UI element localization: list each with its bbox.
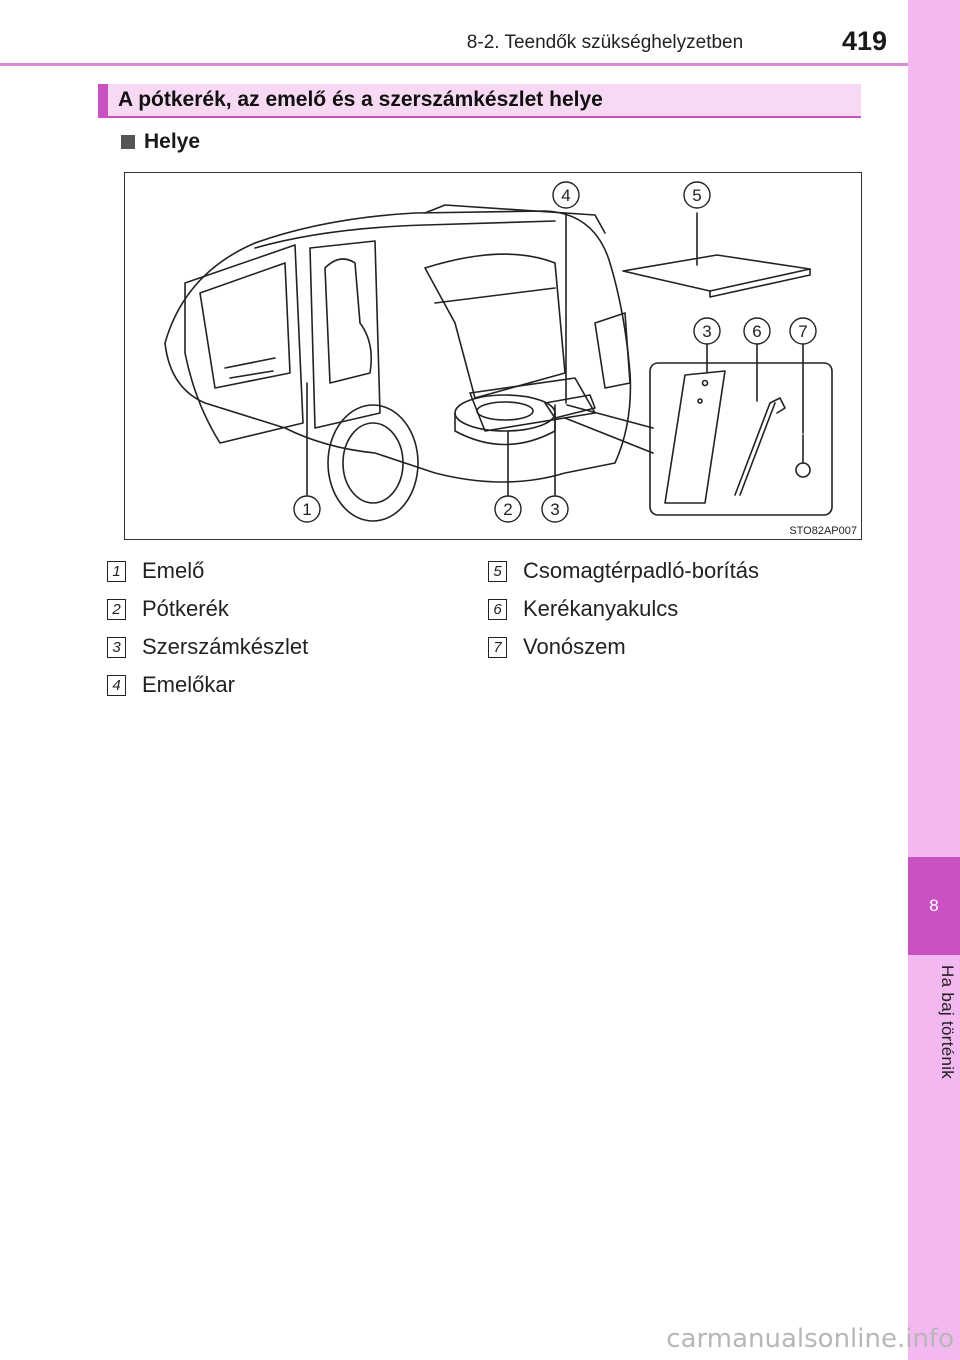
page-number: 419	[842, 26, 888, 56]
callout-6: 6	[752, 322, 762, 341]
topic-banner	[98, 84, 861, 118]
legend-label: Vonószem	[523, 634, 626, 659]
legend-number: 6	[488, 599, 507, 620]
legend-item	[488, 594, 678, 624]
chapter-number: 8	[929, 896, 939, 915]
legend-label: Szerszámkészlet	[142, 634, 309, 659]
callout-2: 2	[503, 500, 513, 519]
chapter-tab[interactable]	[908, 857, 960, 955]
legend-number: 3	[107, 637, 126, 658]
callout-3-bottom: 3	[550, 500, 560, 519]
floor-cover	[623, 255, 810, 291]
legend-item	[107, 632, 308, 662]
watermark: carmanualsonline.info	[666, 1324, 954, 1354]
legend-label: Kerékanyakulcs	[523, 596, 679, 621]
section-title: 8-2. Teendők szükséghelyzetben	[466, 32, 744, 53]
legend-label: Pótkerék	[142, 596, 229, 621]
callout-7: 7	[798, 322, 808, 341]
callout-3-inset: 3	[702, 322, 712, 341]
subheading	[121, 130, 200, 154]
callout-5: 5	[692, 186, 702, 205]
legend-item	[107, 556, 204, 586]
legend-number: 1	[107, 561, 126, 582]
legend-number: 4	[107, 675, 126, 696]
illustration-figure	[124, 172, 862, 540]
spare-wheel	[455, 395, 555, 431]
legend-item	[107, 594, 229, 624]
callout-4: 4	[561, 186, 571, 205]
side-tab	[908, 0, 960, 1360]
car-illustration	[125, 173, 861, 539]
legend-item	[488, 632, 626, 662]
legend-number: 5	[488, 561, 507, 582]
legend-item	[107, 670, 235, 700]
wheel-nut-wrench	[735, 398, 785, 495]
subheading-text: Helye	[144, 130, 201, 153]
square-bullet-icon	[121, 135, 135, 149]
legend-number: 7	[488, 637, 507, 658]
chapter-title: Ha baj történik	[938, 965, 957, 1080]
legend-label: Csomagtérpadló-borítás	[523, 558, 760, 583]
legend-item	[488, 556, 759, 586]
legend-label: Emelő	[142, 558, 205, 583]
topic-title: A pótkerék, az emelő és a szerszámkészlet helye	[118, 88, 603, 111]
legend-label: Emelőkar	[142, 672, 235, 697]
tool-bag	[665, 371, 725, 503]
header-divider	[0, 63, 908, 66]
legend-number: 2	[107, 599, 126, 620]
callout-1: 1	[302, 500, 312, 519]
figure-code: STO82AP007	[789, 525, 857, 537]
